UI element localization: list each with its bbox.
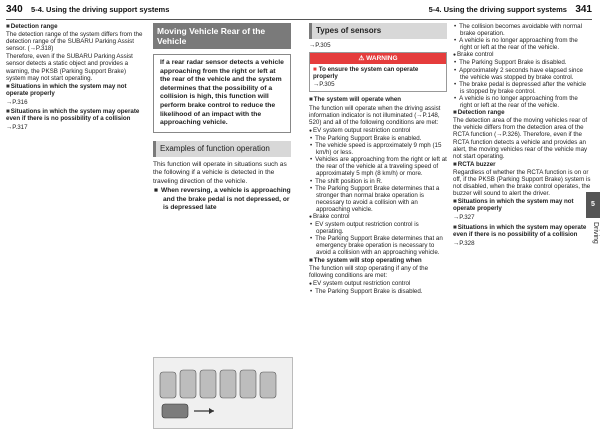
paragraph: The function will operate when the driving assist information indicator is not illuminated (→P.148, 520) and all of the following conditions are met: — [309, 104, 441, 126]
page-reference: →P.316 — [6, 98, 28, 106]
bullet-item: • The Parking Support Brake determines that a stronger than normal brake operation is necessary to avoid a collision with an approaching vehicle. — [309, 185, 447, 213]
subheading: ■ Situations in which the system may not operate properly — [6, 83, 144, 97]
subheading: ■ The system will stop operating when — [309, 257, 447, 264]
chapter-tab: 5 — [586, 192, 600, 218]
warning-triangle-icon: ⚠ — [358, 55, 365, 63]
column-3-items — [309, 96, 447, 295]
bullet-item: • The Parking Support Brake is disabled. — [309, 288, 447, 295]
condition-group: ● Brake control — [453, 51, 591, 59]
left-section-title: 5-4. Using the driving support systems — [31, 5, 170, 14]
left-page-number: 340 — [6, 4, 23, 15]
summary-box: If a rear radar sensor detects a vehicle approaching from the right or left at the rear of the vehicle and the system determines that the possibility of a collision is high, this function will perform brake control to reduce the likelihood of an impact with the approaching vehicle. — [153, 54, 291, 133]
column-2 — [153, 23, 291, 214]
warning-title: ■ To ensure the system can operate properly — [313, 66, 443, 80]
subheading: ■ The system will operate when — [309, 96, 447, 103]
types-of-sensors-ref: →P.305 — [309, 42, 331, 49]
bullet-item: • Vehicles are approaching from the right or left at the rear of the vehicle at a traveling speed of approximately 5 mph (8 km/h) or more. — [309, 156, 447, 177]
right-page-number: 341 — [575, 4, 592, 15]
bullet-item: • EV system output restriction control is operating. — [309, 221, 447, 235]
warning-head: ⚠ WARNING — [310, 53, 446, 64]
subheading: ■ Situations in which the system may operate even if there is no possibility of a collision — [6, 108, 144, 122]
bullet-item: • The Parking Support Brake is enabled. — [309, 135, 447, 142]
bullet-item: • The Parking Support Brake determines that an emergency brake operation is necessary to avoid a collision with an approaching vehicle. — [309, 235, 447, 256]
right-section-title: 5-4. Using the driving support systems — [428, 5, 567, 14]
example-item: ■ When reversing, a vehicle is approaching and the brake pedal is not depressed, or is depressed late — [153, 187, 291, 213]
condition-group: ● EV system output restriction control — [309, 280, 447, 288]
types-of-sensors-title: Types of sensors — [309, 23, 447, 39]
page-reference: →P.327 — [453, 214, 475, 222]
section-title-moving-vehicle: Moving Vehicle Rear of the Vehicle — [153, 23, 291, 49]
right-page-header — [429, 4, 592, 18]
reversing-illustration — [153, 357, 293, 429]
bullet-item: • The vehicle speed is approximately 9 mph (15 km/h) or less. — [309, 142, 447, 156]
paragraph: The detection area of the moving vehicles rear of the vehicle differs from the detection area of the RCTA function (→P.326). Therefore, even if the RCTA function detects a vehicle and provides an alert, the moving vehicles rear of the vehicle may not start operating. — [453, 117, 588, 160]
paragraph: Regardless of whether the RCTA function is on or off, if the PKSB (Parking Support Brake) system is not disabled, when the brake control operates, the buzzer will sound to alert the driver. — [453, 168, 591, 198]
paragraph: The detection range of the system differs from the detection range of the SUBARU Parking Assist sensor. (→P.318) — [6, 31, 143, 53]
bullet-item: • Approximately 2 seconds have elapsed since the vehicle was stopped by brake control. — [453, 67, 591, 81]
subheading: ■ RCTA buzzer — [453, 161, 591, 168]
bullet-item: • A vehicle is no longer approaching from the right or left at the rear of the vehicle. — [453, 95, 591, 109]
column-1 — [6, 23, 144, 133]
column-4 — [453, 23, 591, 249]
bullet-item: • A vehicle is no longer approaching from the right or left at the rear of the vehicle. — [453, 37, 591, 51]
bullet-item: • The Parking Support Brake is disabled. — [453, 59, 591, 66]
column-3 — [309, 23, 447, 295]
bullet-item: • The shift position is in R. — [309, 178, 447, 185]
subheading: ■ Detection range — [453, 109, 591, 116]
bullet-item: • The brake pedal is depressed after the vehicle is stopped by brake control. — [453, 81, 591, 95]
parking-lot-illustration-icon — [154, 358, 292, 428]
left-page-header — [6, 4, 169, 18]
paragraph: The function will stop operating if any of the following conditions are met: — [309, 264, 429, 279]
condition-group: ● EV system output restriction control — [309, 127, 447, 135]
warning-ref: →P.305 — [313, 81, 335, 89]
header-rule — [6, 19, 592, 20]
paragraph: Therefore, even if the SUBARU Parking Assist sensor detects a static object and provides a warning, the PKSB (Parking Support Brake) system may not start operating. — [6, 53, 133, 82]
condition-group: ● Brake control — [309, 213, 447, 221]
subheading: ■ Detection range — [6, 23, 144, 30]
subheading: ■ Situations in which the system may not operate properly — [453, 198, 591, 212]
examples-text: This function will operate in situations such as the following if a vehicle is detected in the traveling direction of the vehicle. — [153, 160, 287, 185]
warning-box — [309, 52, 447, 92]
bullet-item: • The collision becomes avoidable with normal brake operation. — [453, 23, 591, 37]
warning-body — [310, 64, 446, 91]
page-reference: →P.328 — [453, 239, 475, 247]
page-reference: →P.317 — [6, 124, 28, 132]
examples-title: Examples of function operation — [153, 141, 291, 157]
chapter-tab-label: Driving — [592, 222, 599, 244]
subheading: ■ Situations in which the system may operate even if there is no possibility of a collision — [453, 224, 591, 238]
